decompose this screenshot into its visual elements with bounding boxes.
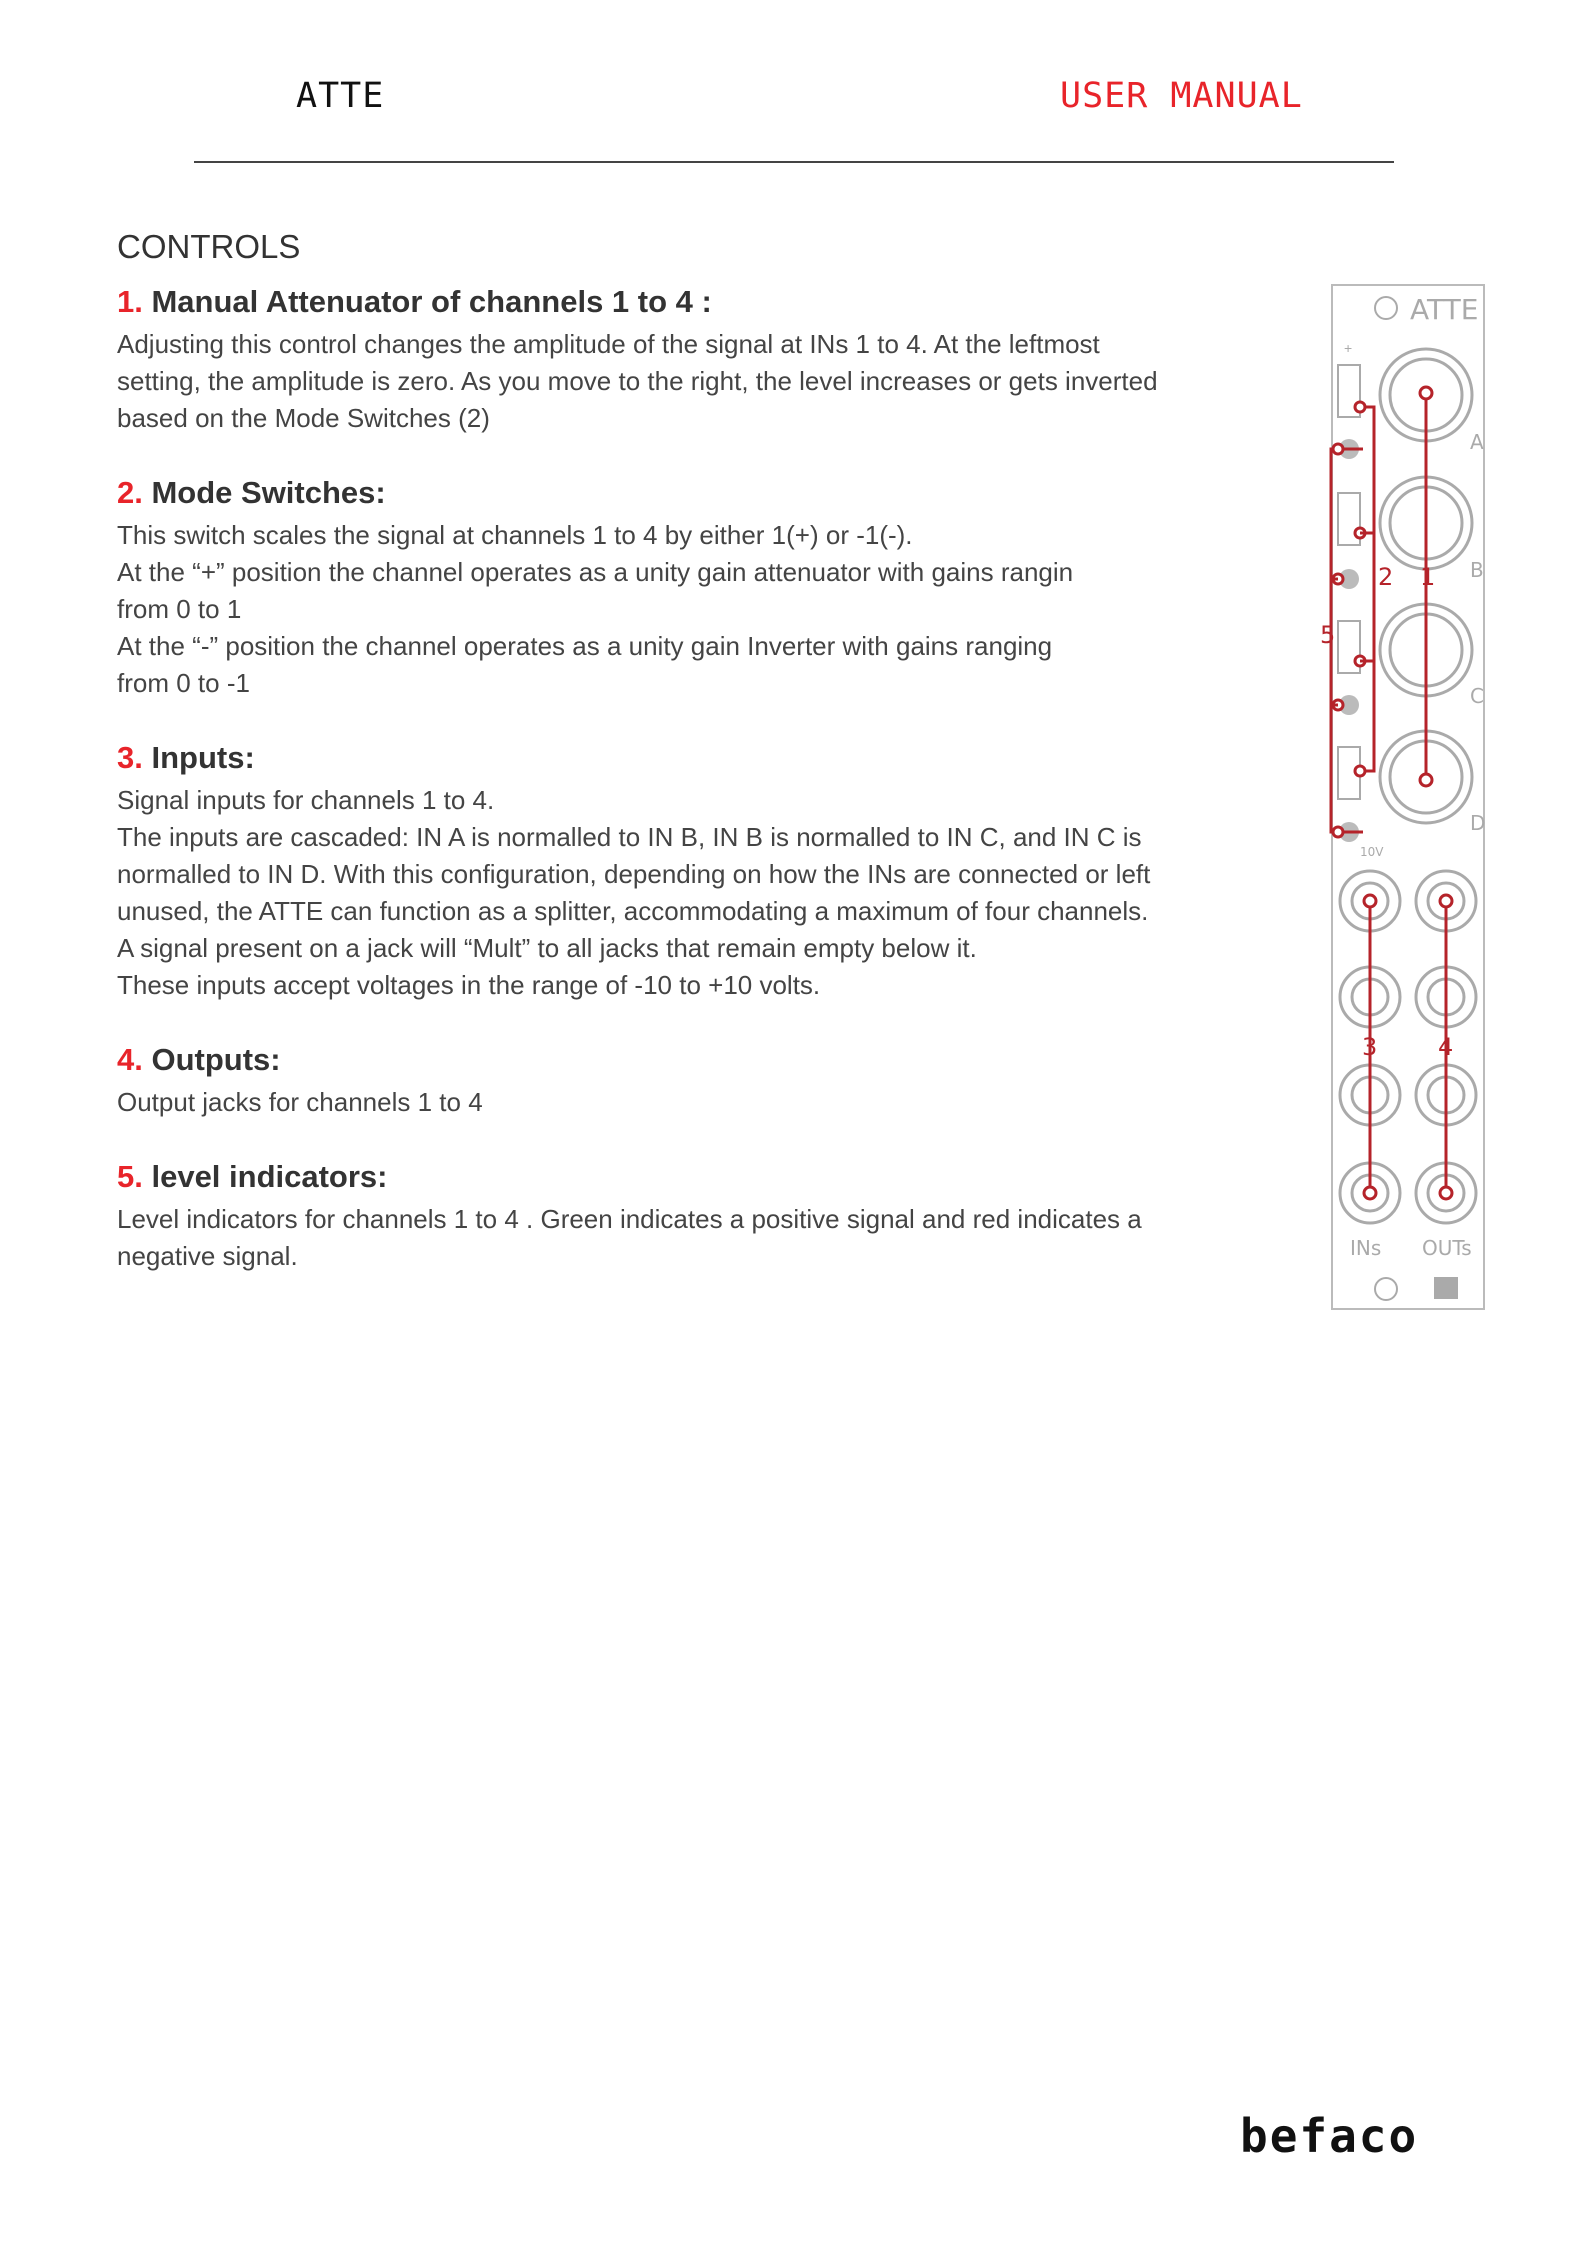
item-text-line: At the “-” position the channel operates as a unity gain Inverter with gains ranging [117, 631, 1053, 661]
header-manual-label: USER MANUAL [1060, 76, 1303, 116]
item-text-line: from 0 to -1 [117, 668, 250, 698]
item-title: Mode Switches: [142, 475, 386, 510]
callout-2: 2 [1378, 563, 1394, 591]
callout-5: 5 [1320, 621, 1336, 649]
header-title: ATTE [296, 76, 385, 116]
item-text-line: A signal present on a jack will “Mult” to all jacks that remain empty below it. [117, 933, 977, 963]
channel-label-b: B [1470, 558, 1484, 582]
item-heading [117, 1042, 1197, 1078]
control-item-5 [117, 1159, 1197, 1275]
channel-label-a: A [1470, 430, 1484, 454]
item-text-line: At the “+” position the channel operates as a unity gain attenuator with gains rangin [117, 557, 1074, 587]
control-item-1 [117, 284, 1197, 437]
item-title: Inputs: [142, 740, 255, 775]
befaco-logo [1240, 2109, 1476, 2163]
module-panel-diagram [1322, 283, 1486, 1311]
item-text-line: negative signal. [117, 1241, 298, 1271]
item-number: 3. [117, 740, 143, 775]
item-text-line: The inputs are cascaded: IN A is normalled to IN B, IN B is normalled to IN C, and IN C is [117, 822, 1142, 852]
item-heading [117, 475, 1197, 511]
controls-section [117, 228, 1197, 1313]
item-number: 5. [117, 1159, 143, 1194]
header-divider [194, 161, 1394, 163]
control-item-4 [117, 1042, 1197, 1121]
item-number: 2. [117, 475, 143, 510]
callout-4: 4 [1438, 1033, 1454, 1061]
item-title: level indicators: [142, 1159, 388, 1194]
item-text-line: based on the Mode Switches (2) [117, 403, 490, 433]
item-number: 1. [117, 284, 143, 319]
item-text-line: Output jacks for channels 1 to 4 [117, 1087, 483, 1117]
item-title: Outputs: [142, 1042, 281, 1077]
panel-name: ATTE [1410, 293, 1479, 326]
item-number: 4. [117, 1042, 143, 1077]
item-heading [117, 740, 1197, 776]
control-item-3 [117, 740, 1197, 1004]
plus-label: + [1344, 340, 1353, 356]
item-text-line: Level indicators for channels 1 to 4 . Green indicates a positive signal and red indicates a [117, 1204, 1142, 1234]
item-heading [117, 284, 1197, 320]
section-title: CONTROLS [117, 228, 301, 265]
item-text-line: setting, the amplitude is zero. As you move to the right, the level increases or gets inverted [117, 366, 1158, 396]
outs-label: OUTs [1422, 1236, 1472, 1260]
item-text-line: from 0 to 1 [117, 594, 242, 624]
item-heading [117, 1159, 1197, 1195]
callout-3: 3 [1362, 1033, 1378, 1061]
control-item-2 [117, 475, 1197, 702]
item-text-line: unused, the ATTE can function as a splitter, accommodating a maximum of four channels. [117, 896, 1149, 926]
channel-label-d: D [1470, 811, 1486, 835]
item-text-line: Adjusting this control changes the amplitude of the signal at INs 1 to 4. At the leftmost [117, 329, 1100, 359]
item-text-line: These inputs accept voltages in the range of -10 to +10 volts. [117, 970, 821, 1000]
ins-label: INs [1350, 1236, 1382, 1260]
logo-text: befaco [1240, 2109, 1419, 2163]
brand-mark [1434, 1277, 1458, 1299]
callout-1: 1 [1420, 563, 1436, 591]
item-text-line: Signal inputs for channels 1 to 4. [117, 785, 495, 815]
item-text-line: This switch scales the signal at channels 1 to 4 by either 1(+) or -1(-). [117, 520, 913, 550]
channel-label-c: C [1470, 684, 1484, 708]
item-title: Manual Attenuator of channels 1 to 4 : [142, 284, 712, 319]
item-text-line: normalled to IN D. With this configuration, depending on how the INs are connected or left [117, 859, 1151, 889]
ten-v-label: 10V [1360, 845, 1384, 859]
